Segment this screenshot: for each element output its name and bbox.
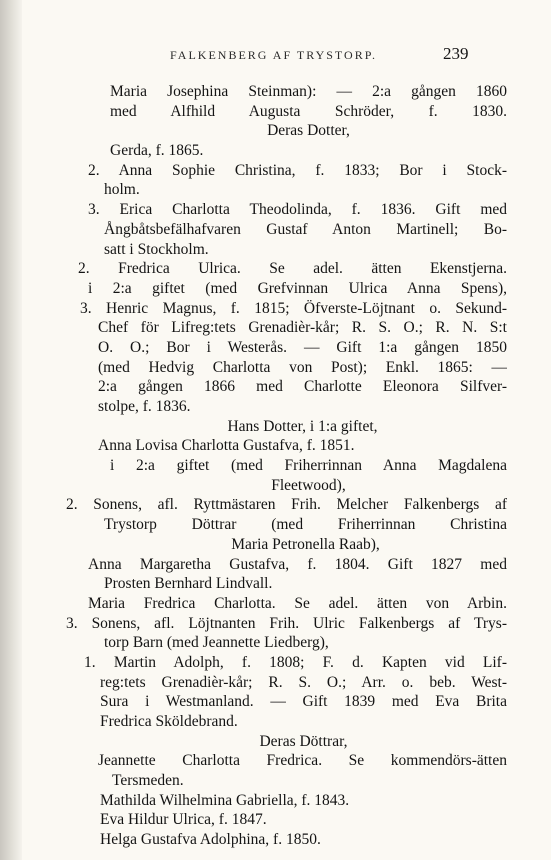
text-line: Maria Petronella Raab), bbox=[231, 535, 380, 553]
page-body bbox=[22, 82, 551, 850]
text-line: Deras Dotter, bbox=[267, 122, 350, 140]
text-line: 2. Fredrica Ulrica. Se adel. ätten Ekenstjerna. bbox=[78, 260, 507, 278]
running-title: FALKENBERG AF TRYSTORP. bbox=[170, 48, 378, 62]
text-line: reg:tets Grenadièr-kår; R. S. O.; Arr. o. beb. West- bbox=[100, 673, 507, 691]
text-line: Jeannette Charlotta Fredrica. Se kommendörs-ätten bbox=[98, 752, 507, 770]
text-line: holm. bbox=[104, 181, 140, 199]
text-line: Ångbåtsbefälhafvaren Gustaf Anton Martinell; Bo- bbox=[104, 220, 507, 238]
text-line: 3. Erica Charlotta Theodolinda, f. 1836. Gift med bbox=[88, 201, 507, 219]
text-line: Trystorp Döttrar (med Friherrinnan Christina bbox=[104, 516, 507, 534]
text-line: 2:a gången 1866 med Charlotte Eleonora Silfver- bbox=[98, 378, 507, 396]
text-line: Fleetwood), bbox=[271, 476, 346, 494]
text-line: Eva Hildur Ulrica, f. 1847. bbox=[100, 811, 267, 829]
text-line: Mathilda Wilhelmina Gabriella, f. 1843. bbox=[100, 791, 350, 809]
text-line: Deras Döttrar, bbox=[259, 732, 348, 750]
text-line: 1. Martin Adolph, f. 1808; F. d. Kapten vid Lif- bbox=[84, 653, 507, 671]
book-page bbox=[22, 0, 551, 860]
text-line: Anna Margaretha Gustafva, f. 1804. Gift 1827 med bbox=[88, 555, 507, 573]
text-line: Prosten Bernhard Lindvall. bbox=[104, 575, 273, 593]
text-line: satt i Stockholm. bbox=[104, 240, 209, 258]
text-line: Fredrica Sköldebrand. bbox=[100, 713, 238, 730]
text-line: Hans Dotter, i 1:a giftet, bbox=[227, 417, 378, 435]
text-line: O. O.; Bor i Westerås. — Gift 1:a gången 1850 bbox=[98, 338, 507, 356]
text-line: Sura i Westmanland. — Gift 1839 med Eva Brita bbox=[100, 693, 507, 711]
text-line: 2. Sonens, afl. Ryttmästaren Frih. Melcher Falkenbergs af bbox=[66, 496, 507, 514]
text-line: Anna Lovisa Charlotta Gustafva, f. 1851. bbox=[98, 437, 355, 455]
text-line: 2. Anna Sophie Christina, f. 1833; Bor i Stock- bbox=[88, 161, 507, 179]
text-line: Maria Josephina Steinman): — 2:a gången 1860 bbox=[110, 83, 507, 100]
text-line: 3. Sonens, afl. Löjtnanten Frih. Ulric Falkenbergs af Trys- bbox=[66, 614, 507, 632]
page-number: 239 bbox=[443, 44, 469, 63]
text-line: i 2:a giftet (med Friherrinnan Anna Magdalena bbox=[110, 457, 507, 475]
text-line: Tersmeden. bbox=[112, 772, 184, 790]
text-line: torp Barn (med Jeannette Liedberg), bbox=[104, 634, 329, 652]
text-line: Chef för Lifreg:tets Grenadièr-kår; R. S. O.; R. N. S:t bbox=[98, 319, 507, 337]
text-line: (med Hedvig Charlotta von Post); Enkl. 1865: — bbox=[98, 358, 507, 376]
text-line: stolpe, f. 1836. bbox=[98, 398, 191, 415]
text-line: i 2:a giftet (med Grefvinnan Ulrica Anna Spens), bbox=[88, 279, 507, 297]
text-line: 3. Henric Magnus, f. 1815; Öfverste-Löjtnant o. Sekund- bbox=[80, 299, 507, 317]
text-line: Gerda, f. 1865. bbox=[110, 142, 204, 160]
text-line: Helga Gustafva Adolphina, f. 1850. bbox=[100, 831, 321, 849]
text-line: med Alfhild Augusta Schröder, f. 1830. bbox=[110, 102, 507, 120]
text-line: Maria Fredrica Charlotta. Se adel. ätten von Arbin. bbox=[88, 594, 507, 612]
book-gutter bbox=[0, 0, 22, 860]
